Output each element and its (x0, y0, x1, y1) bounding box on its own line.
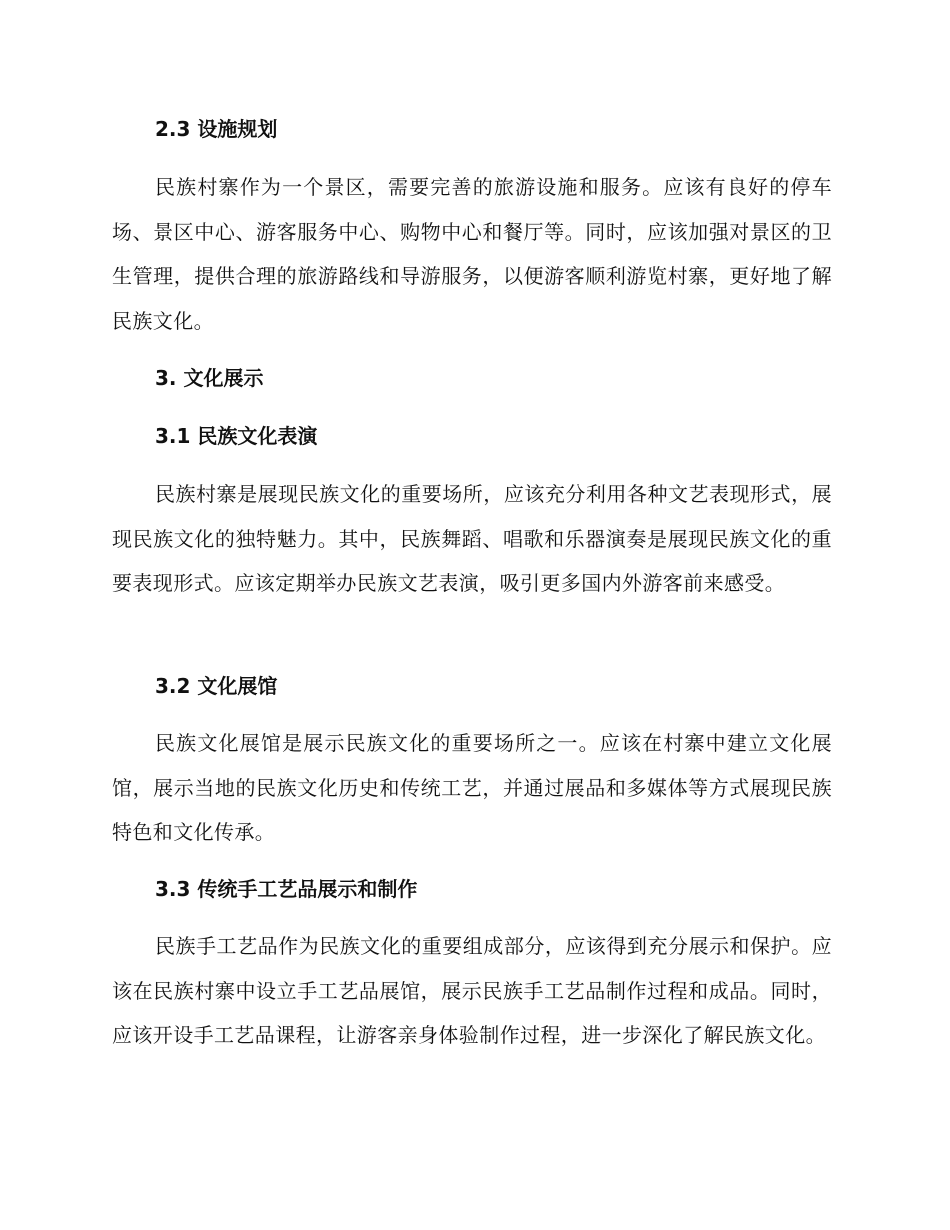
section-heading-3: 3. 文化展示 (155, 366, 264, 390)
section-heading-3-1: 3.1 民族文化表演 (155, 424, 318, 448)
section-heading-2-3: 2.3 设施规划 (155, 117, 278, 141)
section-paragraph-3-1: 民族村寨是展现民族文化的重要场所，应该充分利用各种文艺表现形式，展现民族文化的独特魅力。其中，民族舞蹈、唱歌和乐器演奏是展现民族文化的重要表现形式。应该定期举办民族文艺表演，吸引更多国内外游客前来感受。 (112, 482, 832, 596)
section-heading-3-3: 3.3 传统手工艺品展示和制作 (155, 877, 418, 901)
section-paragraph-3-3: 民族手工艺品作为民族文化的重要组成部分，应该得到充分展示和保护。应该在民族村寨中设立手工艺品展馆，展示民族手工艺品制作过程和成品。同时，应该开设手工艺品课程，让游客亲身体验制作过程，进一步深化了解民族文化。 (112, 934, 832, 1048)
section-paragraph-3-2: 民族文化展馆是展示民族文化的重要场所之一。应该在村寨中建立文化展馆，展示当地的民族文化历史和传统工艺，并通过展品和多媒体等方式展现民族特色和文化传承。 (112, 731, 832, 845)
section-paragraph-2-3: 民族村寨作为一个景区，需要完善的旅游设施和服务。应该有良好的停车场、景区中心、游客服务中心、购物中心和餐厅等。同时，应该加强对景区的卫生管理，提供合理的旅游路线和导游服务，以便游客顺利游览村寨，更好地了解民族文化。 (112, 175, 832, 333)
section-heading-3-2: 3.2 文化展馆 (155, 674, 278, 698)
